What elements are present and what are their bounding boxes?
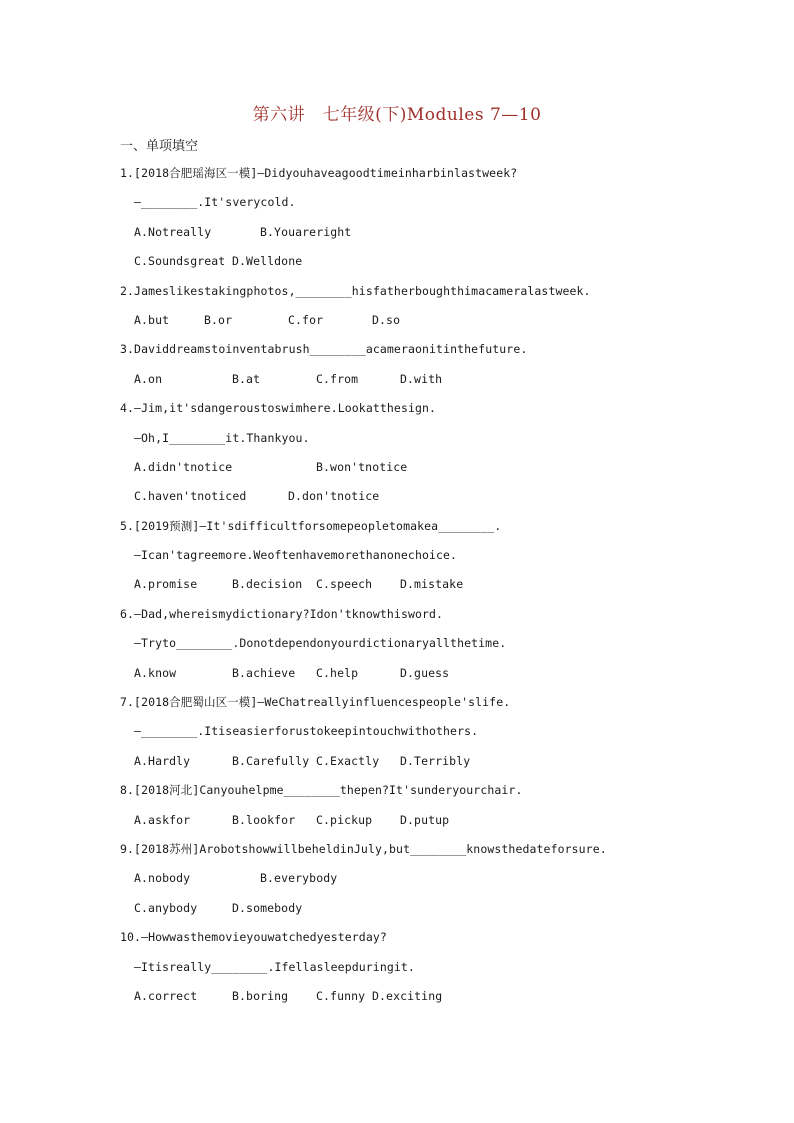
- option-b: B.everybody: [260, 871, 338, 886]
- option-c: C.Exactly: [316, 753, 380, 768]
- option-b: B.at: [232, 371, 261, 386]
- question-4-options-row-1: [120, 457, 740, 486]
- question-list: [120, 163, 740, 1015]
- option-c: C.for: [288, 312, 324, 327]
- option-c: C.haven'tnoticed: [134, 489, 247, 504]
- question-10-answer-line: —Itisreally________.Ifellasleepduringit.: [134, 959, 415, 974]
- option-a: A.askfor: [134, 812, 191, 827]
- option-a: A.promise: [134, 577, 198, 592]
- option-c: C.from: [316, 371, 359, 386]
- question-4-answer-line: —Oh,I________it.Thankyou.: [134, 430, 310, 445]
- page-title: 第六讲 七年级(下)Modules 7—10: [252, 105, 542, 125]
- option-c: C.funny: [316, 988, 366, 1003]
- question-7-options: [120, 751, 740, 780]
- option-a: A.Hardly: [134, 753, 191, 768]
- option-b: B.won'tnotice: [316, 459, 408, 474]
- option-a: A.nobody: [134, 871, 191, 886]
- question-10-options: [120, 986, 740, 1015]
- option-b: B.achieve: [232, 665, 296, 680]
- question-3-stem: 3.Daviddreamstoinventabrush________acameraonitinthefuture.: [120, 342, 528, 357]
- option-b: B.lookfor: [232, 812, 296, 827]
- option-b: B.boring: [232, 988, 289, 1003]
- question-9-options-row-2: [120, 898, 740, 927]
- option-c: C.Soundsgreat: [134, 254, 226, 269]
- question-2-stem: 2.Jameslikestakingphotos,________hisfatherboughthimacameralastweek.: [120, 283, 591, 298]
- option-d: D.don'tnotice: [288, 489, 380, 504]
- question-1-options-row-1: [120, 222, 740, 251]
- question-1-options-row-2: [120, 251, 740, 280]
- option-a: A.Notreally: [134, 224, 212, 239]
- option-c: C.pickup: [316, 812, 373, 827]
- question-6-answer-line: —Tryto________.Donotdependonyourdictionaryallthetime.: [134, 636, 507, 651]
- option-d: D.guess: [400, 665, 450, 680]
- question-5-stem: 5.[2019预测]—It'sdifficultforsomepeopletomakea________.: [120, 518, 502, 533]
- section-heading: 一、单项填空: [120, 139, 199, 154]
- question-5-options: [120, 574, 740, 603]
- option-d: D.with: [400, 371, 443, 386]
- option-b: B.Youareright: [260, 224, 352, 239]
- option-d: D.putup: [400, 812, 450, 827]
- option-b: B.decision: [232, 577, 303, 592]
- question-9-stem: 9.[2018苏州]ArobotshowwillbeheldinJuly,but________knowsthedateforsure.: [120, 841, 607, 856]
- option-a: A.on: [134, 371, 163, 386]
- option-b: B.Carefully: [232, 753, 310, 768]
- question-1-stem: 1.[2018合肥瑶海区一模]—Didyouhaveagoodtimeinharbinlastweek?: [120, 166, 518, 180]
- question-5-answer-line: —Ican'tagreemore.Weoftenhavemorethanonechoice.: [134, 548, 458, 563]
- question-8-stem: 8.[2018河北]Canyouhelpme________thepen?It'sunderyourchair.: [120, 783, 523, 798]
- question-7-answer-line: —________.Itiseasierforustokeepintouchwithothers.: [134, 724, 479, 739]
- option-c: C.help: [316, 665, 359, 680]
- option-c: C.speech: [316, 577, 373, 592]
- option-d: D.Terribly: [400, 753, 471, 768]
- question-1-answer-line: —________.It'sverycold.: [134, 195, 296, 210]
- option-d: D.somebody: [232, 900, 303, 915]
- question-6-stem: 6.—Dad,whereismydictionary?Idon'tknowthisword.: [120, 606, 444, 621]
- option-d: D.Welldone: [232, 254, 303, 269]
- question-2-options: [120, 310, 740, 339]
- option-d: D.exciting: [372, 988, 443, 1003]
- option-d: D.so: [372, 312, 401, 327]
- question-4-stem: 4.—Jim,it'sdangeroustoswimhere.Lookatthesign.: [120, 401, 437, 416]
- option-b: B.or: [204, 312, 233, 327]
- option-c: C.anybody: [134, 900, 198, 915]
- question-10-stem: 10.—Howwasthemovieyouwatchedyesterday?: [120, 930, 387, 945]
- question-7-stem: 7.[2018合肥蜀山区一模]—WeChatreallyinfluencespeople'slife.: [120, 695, 511, 710]
- question-3-options: [120, 369, 740, 398]
- option-a: A.but: [134, 312, 170, 327]
- question-4-options-row-2: [120, 486, 740, 515]
- question-9-options-row-1: [120, 868, 740, 897]
- option-a: A.correct: [134, 988, 198, 1003]
- question-6-options: [120, 663, 740, 692]
- option-a: A.didn'tnotice: [134, 459, 233, 474]
- option-d: D.mistake: [400, 577, 464, 592]
- question-8-options: [120, 810, 740, 839]
- option-a: A.know: [134, 665, 177, 680]
